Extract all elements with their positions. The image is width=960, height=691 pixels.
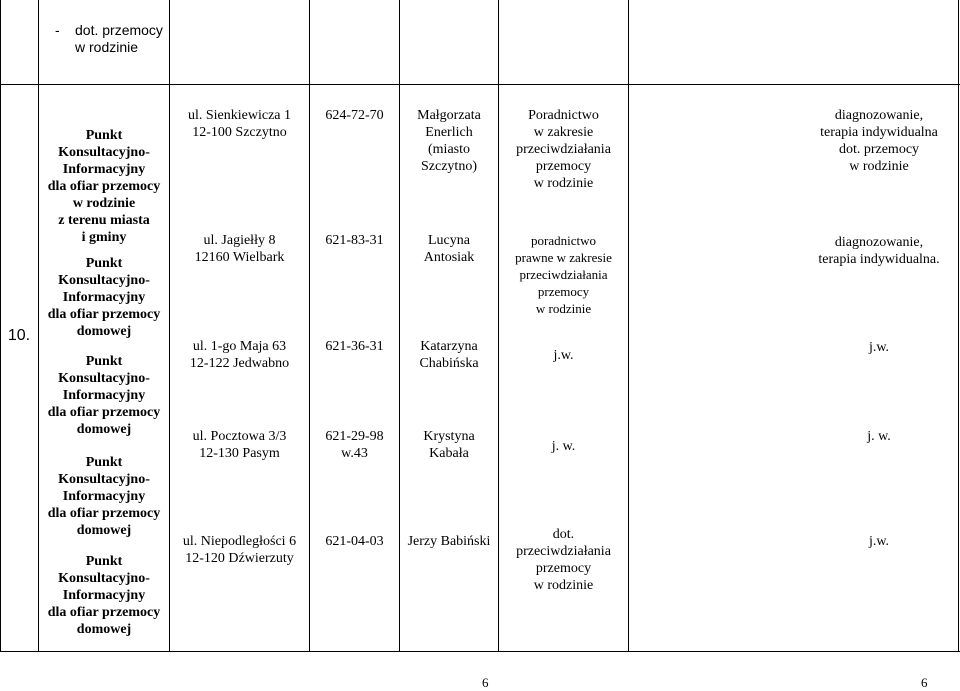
contact-person: Jerzy Babiński [407, 534, 491, 549]
table-border-right [958, 0, 959, 652]
assistance-scope: j. w. [551, 439, 576, 454]
service-description: j.w. [868, 534, 890, 549]
service-description: diagnozowanie, terapia indywidualna dot. przemocy w rodzinie [820, 108, 938, 174]
column-divider [628, 0, 629, 652]
phone-number: 621-36-31 [325, 339, 384, 354]
assistance-scope: j.w. [553, 348, 574, 363]
assistance-scope: poradnictwo prawne w zakresie przeciwdziałania przemocy w rodzinie [515, 233, 612, 316]
address: ul. Niepodległości 6 12-120 Dźwierzuty [182, 534, 297, 566]
phone-number: 621-83-31 [325, 233, 384, 248]
unit-name: Punkt Konsultacyjno- Informacyjny dla ofiar przemocy domowej [47, 354, 161, 437]
address: ul. Sienkiewicza 1 12-100 Szczytno [187, 108, 292, 140]
row-number: 10. [7, 327, 31, 344]
dash-bullet: - [55, 22, 60, 38]
column-divider [309, 0, 310, 652]
page-number: 6 [921, 675, 928, 690]
address: ul. Pocztowa 3/3 12-130 Pasym [192, 429, 287, 461]
service-description: diagnozowanie, terapia indywidualna. [818, 235, 940, 267]
unit-name: Punkt Konsultacyjno- Informacyjny dla ofiar przemocy domowej [47, 554, 161, 637]
phone-number: 621-29-98 w.43 [325, 429, 384, 461]
unit-name: Punkt Konsultacyjno- Informacyjny dla ofiar przemocy domowej [47, 256, 161, 339]
contact-person: Lucyna Antosiak [423, 233, 475, 265]
contact-person: Małgorzata Enerlich (miasto Szczytno) [417, 108, 481, 174]
column-divider [399, 0, 400, 652]
assistance-scope: Poradnictwo w zakresie przeciwdziałania przemocy w rodzinie [516, 108, 611, 191]
service-description: j. w. [867, 429, 891, 444]
unit-name: Punkt Konsultacyjno- Informacyjny dla ofiar przemocy w rodzinie z terenu miasta i gminy [47, 128, 161, 245]
phone-number: 624-72-70 [325, 108, 384, 123]
contact-person: Krystyna Kabała [423, 429, 475, 461]
address: ul. Jagiełły 8 12160 Wielbark [194, 233, 285, 265]
table-border-bottom [0, 651, 960, 652]
address: ul. 1-go Maja 63 12-122 Jedwabno [189, 339, 290, 371]
page-number: 6 [482, 675, 489, 690]
service-description: j.w. [868, 340, 890, 355]
table-border-left [0, 0, 1, 652]
row-divider [0, 84, 960, 85]
contact-person: Katarzyna Chabińska [419, 339, 479, 371]
phone-number: 621-04-03 [325, 534, 384, 549]
assistance-scope: dot. przeciwdziałania przemocy w rodzinie [516, 527, 611, 593]
previous-row-continuation: dot. przemocy w rodzinie [75, 22, 163, 55]
unit-name: Punkt Konsultacyjno- Informacyjny dla ofiar przemocy domowej [47, 455, 161, 538]
